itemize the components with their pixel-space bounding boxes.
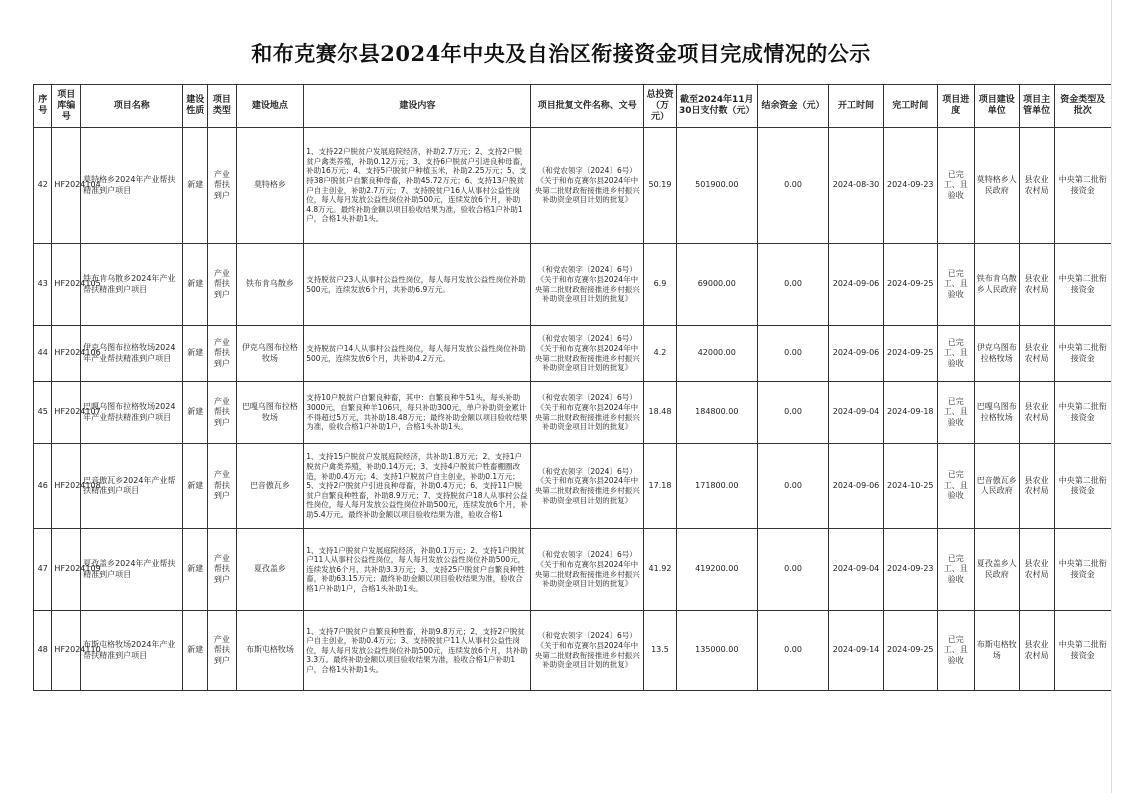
cell-dept: 县农业农村局 (1019, 444, 1054, 529)
cell-fund: 中央第二批衔接资金 (1054, 444, 1111, 529)
cell-name: 巴嘎乌图布拉格牧场2024年产业帮扶精准到户项目 (81, 382, 183, 444)
cell-name: 铁布肯乌散乡2024年产业帮扶精准到户项目 (81, 244, 183, 326)
cell-no: 42 (34, 128, 52, 244)
cell-unit: 莫特格乡人民政府 (974, 128, 1019, 244)
cell-start: 2024-09-06 (829, 326, 883, 382)
cell-type: 产业帮扶到户 (208, 382, 237, 444)
cell-unit: 夏孜盖乡人民政府 (974, 529, 1019, 611)
cell-paid: 69000.00 (676, 244, 757, 326)
col-header: 截至2024年11月30日支付数（元） (676, 85, 757, 128)
cell-invest: 18.48 (644, 382, 677, 444)
cell-dept: 县农业农村局 (1019, 382, 1054, 444)
col-header: 项目主管单位 (1019, 85, 1054, 128)
cell-paid: 184800.00 (676, 382, 757, 444)
cell-nature: 新建 (183, 611, 208, 691)
cell-invest: 4.2 (644, 326, 677, 382)
table-row (34, 128, 1112, 244)
cell-balance: 0.00 (757, 444, 829, 529)
cell-approval: （和党农领字〔2024〕6号）《关于和布克赛尔县2024年中央第二批财政衔接推进乡村振兴补助资金项目计划的批复》 (531, 444, 644, 529)
col-header: 结余资金（元） (757, 85, 829, 128)
cell-unit: 巴音傲瓦乡人民政府 (974, 444, 1019, 529)
cell-content: 1、支持1户脱贫户发展庭院经济，补助0.1万元；2、支持1户脱贫户11人从事村公益性岗位，每人每月发放公益性岗位补助500元，连续发放6个月，共补助3.3万元；3、支持25户脱贫户自繁良种牲畜，补助63.15万元；最终补助金额以项目验收结果为准，验收合格1户补助1户，合格1头补助1头。 (304, 529, 531, 611)
cell-invest: 50.19 (644, 128, 677, 244)
cell-invest: 13.5 (644, 611, 677, 691)
table-row (34, 244, 1112, 326)
cell-code: HF2024105 (52, 244, 81, 326)
col-header: 完工时间 (883, 85, 937, 128)
cell-paid: 419200.00 (676, 529, 757, 611)
cell-dept: 县农业农村局 (1019, 128, 1054, 244)
cell-dept: 县农业农村局 (1019, 611, 1054, 691)
cell-paid: 42000.00 (676, 326, 757, 382)
cell-type: 产业帮扶到户 (208, 444, 237, 529)
cell-nature: 新建 (183, 326, 208, 382)
cell-code: HF2024109 (52, 529, 81, 611)
cell-balance: 0.00 (757, 128, 829, 244)
cell-type: 产业帮扶到户 (208, 128, 237, 244)
cell-balance: 0.00 (757, 611, 829, 691)
cell-code: HF2024106 (52, 326, 81, 382)
cell-progress: 已完工、且验收 (937, 611, 974, 691)
cell-type: 产业帮扶到户 (208, 244, 237, 326)
cell-approval: （和党农领字〔2024〕6号）《关于和布克赛尔县2024年中央第二批财政衔接推进乡村振兴补助资金项目计划的批复》 (531, 382, 644, 444)
cell-code: HF2024107 (52, 382, 81, 444)
table-row (34, 611, 1112, 691)
cell-name: 伊克乌图布拉格牧场2024年产业帮扶精准到户项目 (81, 326, 183, 382)
cell-code: HF2024110 (52, 611, 81, 691)
cell-fund: 中央第二批衔接资金 (1054, 326, 1111, 382)
table-row (34, 529, 1112, 611)
cell-fund: 中央第二批衔接资金 (1054, 611, 1111, 691)
col-header: 项目库编号 (52, 85, 81, 128)
cell-unit: 铁布肯乌散乡人民政府 (974, 244, 1019, 326)
cell-approval: （和党农领字〔2024〕6号）《关于和布克赛尔县2024年中央第二批财政衔接推进乡村振兴补助资金项目计划的批复》 (531, 244, 644, 326)
cell-unit: 布斯屯格牧场 (974, 611, 1019, 691)
col-header: 项目进度 (937, 85, 974, 128)
cell-balance: 0.00 (757, 244, 829, 326)
cell-balance: 0.00 (757, 529, 829, 611)
project-table (33, 84, 1112, 691)
cell-approval: （和党农领字〔2024〕6号）《关于和布克赛尔县2024年中央第二批财政衔接推进乡村振兴补助资金项目计划的批复》 (531, 529, 644, 611)
table-header-row (34, 85, 1112, 128)
cell-progress: 已完工、且验收 (937, 529, 974, 611)
cell-code: HF2024104 (52, 128, 81, 244)
cell-progress: 已完工、且验收 (937, 128, 974, 244)
cell-fund: 中央第二批衔接资金 (1054, 382, 1111, 444)
cell-approval: （和党农领字〔2024〕6号）《关于和布克赛尔县2024年中央第二批财政衔接推进乡村振兴补助资金项目计划的批复》 (531, 611, 644, 691)
cell-no: 43 (34, 244, 52, 326)
cell-fund: 中央第二批衔接资金 (1054, 529, 1111, 611)
cell-content: 1、支持15户脱贫户发展庭院经济，共补助1.8万元；2、支持1户脱贫户禽类养殖，补助0.14万元；3、支持4户脱贫户牲畜棚圈改造，补助0.4万元；4、支持1户脱贫户自主创业，补助0.1万元；5、支持2户脱贫户引进良种母畜，补助0.4万元；6、支持11户脱贫户自繁良种牲畜，补助8.9万元；7、支持脱贫户18人从事村公益性岗位，每人每月发放公益性岗位补助500元，连续发放6个月，补助5.4万元。最终补助金额以项目验收结果为准，验收合格1 (304, 444, 531, 529)
cell-name: 布斯屯格牧场2024年产业帮扶精准到户项目 (81, 611, 183, 691)
cell-nature: 新建 (183, 444, 208, 529)
cell-code: HF2024108 (52, 444, 81, 529)
cell-end: 2024-09-25 (883, 244, 937, 326)
cell-location: 伊克乌图布拉格牧场 (236, 326, 304, 382)
cell-dept: 县农业农村局 (1019, 529, 1054, 611)
cell-type: 产业帮扶到户 (208, 611, 237, 691)
col-header: 资金类型及批次 (1054, 85, 1111, 128)
cell-location: 铁布肯乌散乡 (236, 244, 304, 326)
cell-progress: 已完工、且验收 (937, 326, 974, 382)
table-row (34, 382, 1112, 444)
scan-edge-line (1111, 0, 1112, 793)
cell-paid: 171800.00 (676, 444, 757, 529)
cell-end: 2024-09-23 (883, 128, 937, 244)
col-header: 开工时间 (829, 85, 883, 128)
cell-unit: 伊克乌图布拉格牧场 (974, 326, 1019, 382)
col-header: 总投资（万元） (644, 85, 677, 128)
cell-location: 莫特格乡 (236, 128, 304, 244)
cell-no: 45 (34, 382, 52, 444)
cell-start: 2024-09-06 (829, 444, 883, 529)
cell-type: 产业帮扶到户 (208, 326, 237, 382)
cell-start: 2024-09-04 (829, 382, 883, 444)
cell-name: 巴音傲瓦乡2024年产业帮扶精准到户项目 (81, 444, 183, 529)
cell-end: 2024-09-25 (883, 611, 937, 691)
cell-balance: 0.00 (757, 326, 829, 382)
cell-nature: 新建 (183, 244, 208, 326)
cell-progress: 已完工、且验收 (937, 244, 974, 326)
cell-dept: 县农业农村局 (1019, 244, 1054, 326)
cell-unit: 巴嘎乌图布拉格牧场 (974, 382, 1019, 444)
cell-content: 1、支持7户脱贫户自繁良种牲畜，补助9.8万元；2、支持2户脱贫户自主创业，补助0.4万元；3、支持脱贫户11人从事村公益性岗位，每人每月发放公益性岗位补助500元，连续发放6个月，共补助3.3万。最终补助金额以项目验收结果为准，验收合格1户补助1户，合格1头补助1头。 (304, 611, 531, 691)
cell-name: 夏孜盖乡2024年产业帮扶精准到户项目 (81, 529, 183, 611)
cell-paid: 135000.00 (676, 611, 757, 691)
col-header: 建设内容 (304, 85, 531, 128)
cell-location: 巴音傲瓦乡 (236, 444, 304, 529)
col-header: 项目批复文件名称、文号 (531, 85, 644, 128)
cell-start: 2024-09-04 (829, 529, 883, 611)
cell-end: 2024-09-18 (883, 382, 937, 444)
cell-content: 支持脱贫户14人从事村公益性岗位，每人每月发放公益性岗位补助500元，连续发放6个月，共补助4.2万元。 (304, 326, 531, 382)
cell-end: 2024-09-25 (883, 326, 937, 382)
cell-fund: 中央第二批衔接资金 (1054, 244, 1111, 326)
col-header: 序号 (34, 85, 52, 128)
cell-fund: 中央第二批衔接资金 (1054, 128, 1111, 244)
cell-location: 巴嘎乌图布拉格牧场 (236, 382, 304, 444)
cell-end: 2024-09-23 (883, 529, 937, 611)
cell-progress: 已完工、且验收 (937, 444, 974, 529)
cell-location: 布斯屯格牧场 (236, 611, 304, 691)
cell-invest: 41.92 (644, 529, 677, 611)
cell-end: 2024-10-25 (883, 444, 937, 529)
col-header: 项目名称 (81, 85, 183, 128)
cell-progress: 已完工、且验收 (937, 382, 974, 444)
cell-balance: 0.00 (757, 382, 829, 444)
cell-type: 产业帮扶到户 (208, 529, 237, 611)
cell-nature: 新建 (183, 128, 208, 244)
cell-nature: 新建 (183, 382, 208, 444)
page-title: 和布克赛尔县2024年中央及自治区衔接资金项目完成情况的公示 (251, 41, 871, 66)
table-row (34, 444, 1112, 529)
cell-paid: 501900.00 (676, 128, 757, 244)
cell-approval: （和党农领字〔2024〕6号）《关于和布克赛尔县2024年中央第二批财政衔接推进乡村振兴补助资金项目计划的批复》 (531, 326, 644, 382)
cell-content: 1、支持22户脱贫户发展庭院经济，补助2.7万元；2、支持2户脱贫户禽类养殖，补助0.12万元；3、支持6户脱贫户引进良种母畜，补助16万元；4、支持5户脱贫户种植玉米，补助2.25万元；5、支持38户脱贫户自繁良种母畜，补助45.72万元；6、支持13户脱贫户自主创业，补助2.7万元；7、支持脱贫户16人从事村公益性岗位，每人每月发放公益性岗位补助500元，连续发放6个月，补助4.8万元。最终补助金额以项目验收结果为准，验收合格1户补助1户，合格1头补助1头。 (304, 128, 531, 244)
cell-no: 44 (34, 326, 52, 382)
cell-content: 支持10户脱贫户自繁良种畜，其中：自繁良种牛51头，每头补助3000元，自繁良种羊106只，每只补助300元，单户补助资金累计不得超过5万元，共补助18.48万元；最终补助金额以项目验收结果为准，验收合格1户补助1户，合格1头补助1头。 (304, 382, 531, 444)
cell-name: 莫特格乡2024年产业帮扶精准到户项目 (81, 128, 183, 244)
cell-start: 2024-09-06 (829, 244, 883, 326)
cell-start: 2024-08-30 (829, 128, 883, 244)
cell-invest: 6.9 (644, 244, 677, 326)
cell-start: 2024-09-14 (829, 611, 883, 691)
cell-no: 46 (34, 444, 52, 529)
col-header: 项目建设单位 (974, 85, 1019, 128)
col-header: 建设地点 (236, 85, 304, 128)
cell-location: 夏孜盖乡 (236, 529, 304, 611)
cell-no: 48 (34, 611, 52, 691)
col-header: 建设性质 (183, 85, 208, 128)
col-header: 项目类型 (208, 85, 237, 128)
cell-invest: 17.18 (644, 444, 677, 529)
cell-approval: （和党农领字〔2024〕6号）《关于和布克赛尔县2024年中央第二批财政衔接推进乡村振兴补助资金项目计划的批复》 (531, 128, 644, 244)
table-row (34, 326, 1112, 382)
cell-content: 支持脱贫户23人从事村公益性岗位，每人每月发放公益性岗位补助500元，连续发放6个月，共补助6.9万元。 (304, 244, 531, 326)
cell-nature: 新建 (183, 529, 208, 611)
cell-dept: 县农业农村局 (1019, 326, 1054, 382)
cell-no: 47 (34, 529, 52, 611)
